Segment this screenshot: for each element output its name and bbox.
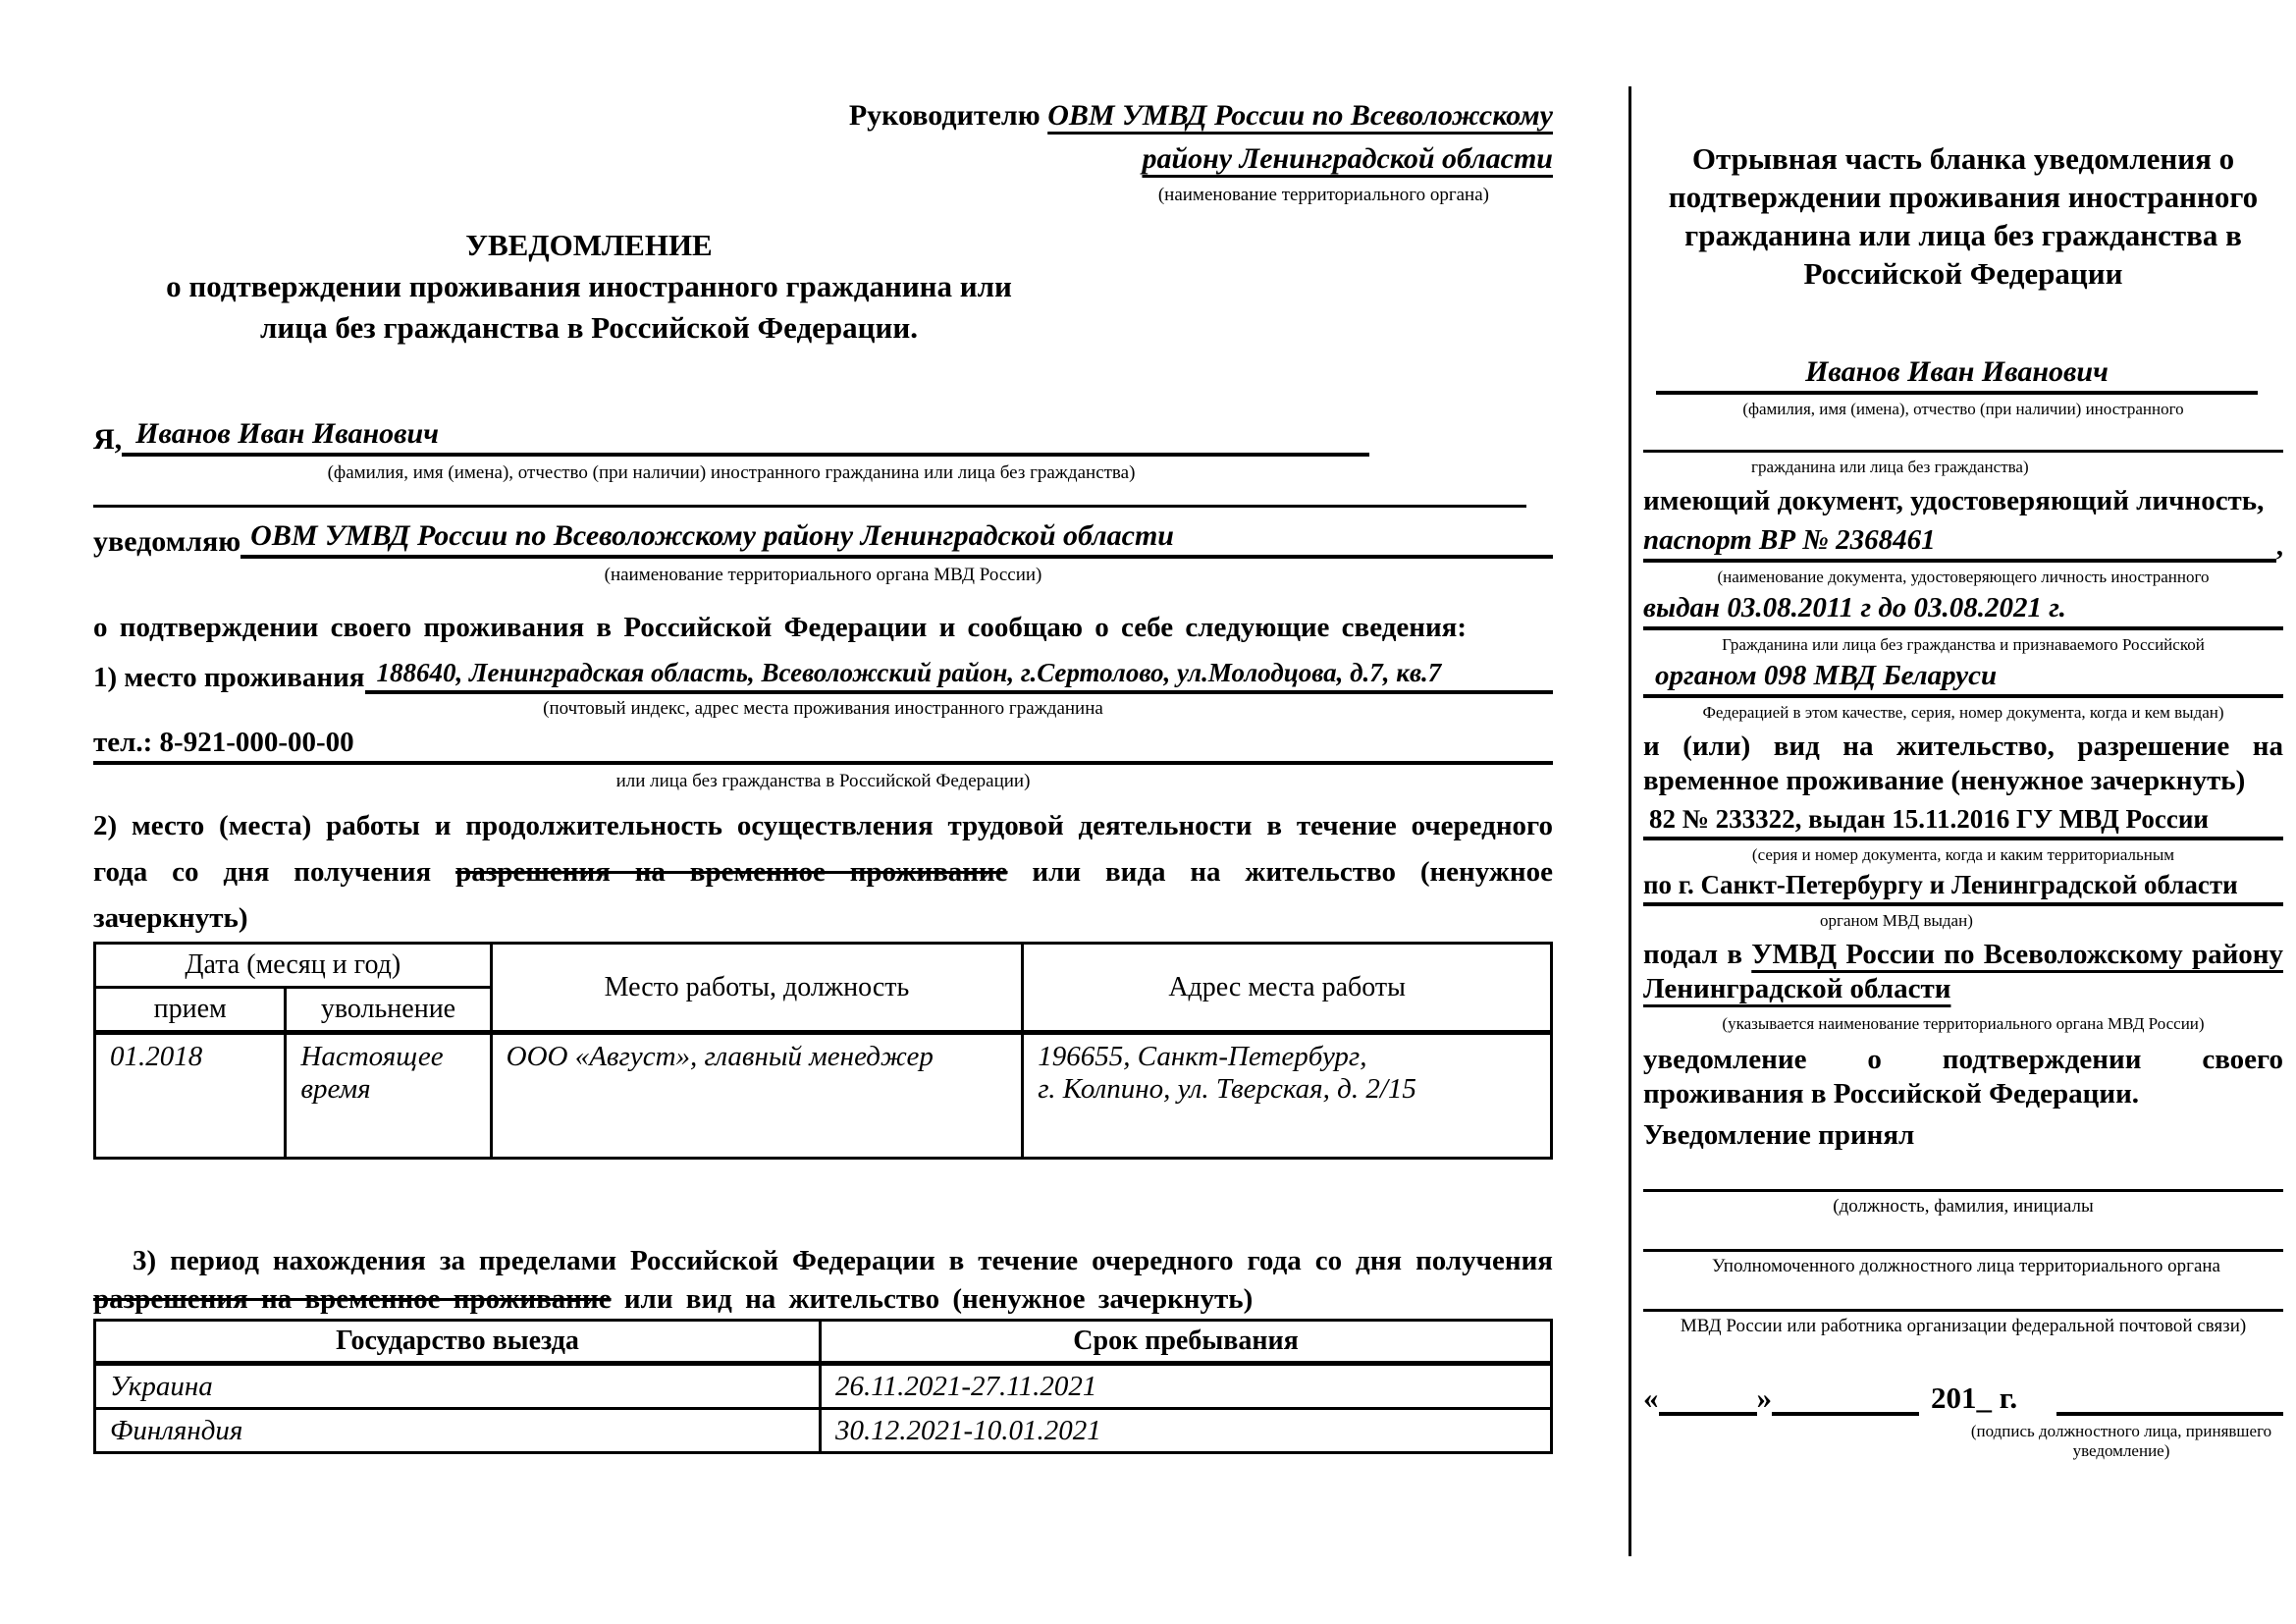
federation-caption: Федерацией в этом качестве, серия, номер документа, когда и кем выдан) <box>1702 703 2224 722</box>
residence-label: 1) место проживания <box>93 662 365 693</box>
work-cell-place: ООО «Август», главный менеджер <box>491 1033 1023 1159</box>
work-cell-addr-line2: г. Колпино, ул. Тверская, д. 2/15 <box>1038 1073 1416 1105</box>
accepted-line: Уведомление принял <box>1643 1119 1915 1151</box>
main-form <box>93 0 1553 1454</box>
official-blank-line-2 <box>1643 1249 2283 1252</box>
travel-cell-period-1: 26.11.2021-27.11.2021 <box>821 1364 1552 1409</box>
official-caption-3: МВД России или работника организации федеральной почтовой связи) <box>1680 1316 2247 1336</box>
doc-intro-paragraph: имеющий документ, удостоверяющий личность, <box>1643 485 2265 516</box>
citizen-caption: Гражданина или лица без гражданства и признаваемого Российской <box>1722 635 2205 654</box>
addressee-caption: (наименование территориального органа) <box>1157 185 1489 205</box>
travel-table-row-2 <box>95 1409 1552 1453</box>
date-year: 201_ г. <box>1931 1380 2018 1415</box>
submitted-caption: (указывается наименование территориального органа МВД России) <box>1722 1014 2205 1033</box>
tear-off-part <box>1643 0 2283 1461</box>
work-section-paragraph <box>93 803 1553 942</box>
signature-caption: (подпись должностного лица, принявшего уведомление) <box>1970 1422 2272 1460</box>
travel-table-header-row <box>95 1321 1552 1364</box>
vid-paragraph: и (или) вид на жительство, разрешение на временное проживание (ненужное зачеркнуть) <box>1643 731 2283 796</box>
empty-fill-line <box>93 505 1526 508</box>
travel-section-text-post: или вид на жительство (ненужное зачеркнуть) <box>611 1283 1254 1315</box>
work-col-addr: Адрес места работы <box>1023 944 1552 1033</box>
date-close-quote: » <box>1756 1380 1772 1415</box>
work-col-date: Дата (месяц и год) <box>95 944 492 988</box>
addressee-block <box>822 94 1553 181</box>
official-blank-line-1 <box>1643 1189 2283 1192</box>
submitted-label: подал в <box>1643 939 1752 970</box>
addressee-label: Руководителю <box>848 99 1048 132</box>
residence-line <box>93 658 1553 694</box>
passport-comma: , <box>2275 530 2283 562</box>
travel-section-text-pre: 3) период нахождения за пределами Российской Федерации в течение очередного года со дня получения <box>133 1245 1553 1276</box>
date-month-blank <box>1772 1412 1919 1416</box>
official-caption-2: Уполномоченного должностного лица территориального органа <box>1712 1256 2220 1276</box>
declarant-label: Я, <box>93 423 123 456</box>
tearoff-title: Отрывная часть бланка уведомления о подтверждении проживания иностранного гражданина или лица без гражданства в Российской Федерации <box>1668 141 2259 291</box>
declarant-name: Иванов Иван Иванович <box>122 417 1369 457</box>
submitted-value: УМВД России по Всеволожскому району Ленинградской области <box>1643 939 2283 1004</box>
travel-cell-country-1: Украина <box>95 1364 821 1409</box>
declarant-line <box>93 417 1369 457</box>
residence-caption: (почтовый индекс, адрес места проживания иностранного гражданина <box>543 698 1103 719</box>
tear-off-divider-line <box>1629 86 1631 1556</box>
addressee-value: ОВМ УМВД России по Всеволожскому району Ленинградской области <box>1047 99 1553 175</box>
travel-table-row-1 <box>95 1364 1552 1409</box>
series-line: 82 № 233322, выдан 15.11.2016 ГУ МВД России <box>1643 804 2283 840</box>
signature-blank <box>2056 1412 2283 1416</box>
travel-table <box>93 1319 1553 1454</box>
form-title-line3: лица без гражданства в Российской Федерации. <box>260 310 918 345</box>
struck-text-permit-2: разрешения на временное проживание <box>93 1283 612 1315</box>
phone-line: тел.: 8-921-000-00-00 <box>93 727 1553 765</box>
declarant-caption: (фамилия, имя (имена), отчество (при наличии) иностранного гражданина или лица без гражданства) <box>327 462 1136 483</box>
work-section-text-pre: 2) место (места) работы и продолжительность осуществления трудовой деятельности в течение очередного года со дня получения <box>93 810 1553 888</box>
work-table-row <box>95 1033 1552 1159</box>
doc-caption: (наименование документа, удостоверяющего личность иностранного <box>1717 568 2210 586</box>
form-title-line2: о подтверждении проживания иностранного гражданина или <box>166 269 1012 303</box>
date-open-quote: « <box>1643 1380 1659 1415</box>
tearoff-empty-fill-line <box>1643 450 2283 453</box>
work-cell-addr-line1: 196655, Санкт-Петербург, <box>1038 1041 1367 1072</box>
work-col-place: Место работы, должность <box>491 944 1023 1033</box>
travel-col-period: Срок пребывания <box>821 1321 1552 1364</box>
work-col-fire: увольнение <box>286 988 491 1033</box>
travel-section-paragraph <box>93 1242 1553 1319</box>
work-cell-fire: Настоящее время <box>286 1033 491 1159</box>
work-table-header-row1 <box>95 944 1552 988</box>
work-cell-hire: 01.2018 <box>95 1033 286 1159</box>
notify-value: ОВМ УМВД России по Всеволожскому району Ленинградской области <box>240 519 1553 559</box>
tearoff-name-caption1: (фамилия, имя (имена), отчество (при наличии) иностранного <box>1742 400 2184 418</box>
organ2-caption: органом МВД выдан) <box>1820 911 1973 930</box>
form-title-block <box>93 225 1085 349</box>
notify-caption: (наименование территориального органа МВД России) <box>604 565 1042 585</box>
phone-caption: или лица без гражданства в Российской Федерации) <box>615 771 1031 791</box>
tearoff-name-caption2: гражданина или лица без гражданства) <box>1751 458 2029 476</box>
tearoff-name: Иванов Иван Иванович <box>1656 355 2258 395</box>
work-col-hire: прием <box>95 988 286 1033</box>
date-line <box>1643 1380 2283 1416</box>
travel-col-country: Государство выезда <box>95 1321 821 1364</box>
notify-label: уведомляю <box>93 525 241 558</box>
notify-line <box>93 519 1553 559</box>
series-caption: (серия и номер документа, когда и каким территориальным <box>1751 845 2175 864</box>
statement-paragraph: о подтверждении своего проживания в Российской Федерации и сообщаю о себе следующие сведения: <box>93 612 1467 643</box>
residence-value: 188640, Ленинградская область, Всеволожский район, г.Сертолово, ул.Молодцова, д.7, кв.7 <box>365 658 1554 694</box>
work-section-text-post: или вида на жительство (ненужное зачеркнуть) <box>93 856 1553 934</box>
date-day-blank <box>1659 1412 1757 1416</box>
submitted-paragraph <box>1643 938 2283 1006</box>
official-caption-1: (должность, фамилия, инициалы <box>1833 1196 2094 1217</box>
organ2-line: по г. Санкт-Петербургу и Ленинградской области <box>1643 870 2283 906</box>
work-cell-addr <box>1023 1033 1552 1159</box>
issued-line: выдан 03.08.2011 г до 03.08.2021 г. <box>1643 592 2283 630</box>
notice-paragraph: уведомление о подтверждении своего проживания в Российской Федерации. <box>1643 1044 2283 1110</box>
passport-value: паспорт ВР № 2368461 <box>1643 524 2276 563</box>
travel-cell-country-2: Финляндия <box>95 1409 821 1453</box>
struck-text-permit: разрешения на временное проживание <box>455 856 1008 888</box>
organ-line: органом 098 МВД Беларуси <box>1643 660 2283 698</box>
work-table <box>93 942 1553 1160</box>
form-title: УВЕДОМЛЕНИЕ <box>465 228 713 262</box>
official-blank-line-3 <box>1643 1309 2283 1312</box>
passport-line <box>1643 524 2283 563</box>
travel-cell-period-2: 30.12.2021-10.01.2021 <box>821 1409 1552 1453</box>
